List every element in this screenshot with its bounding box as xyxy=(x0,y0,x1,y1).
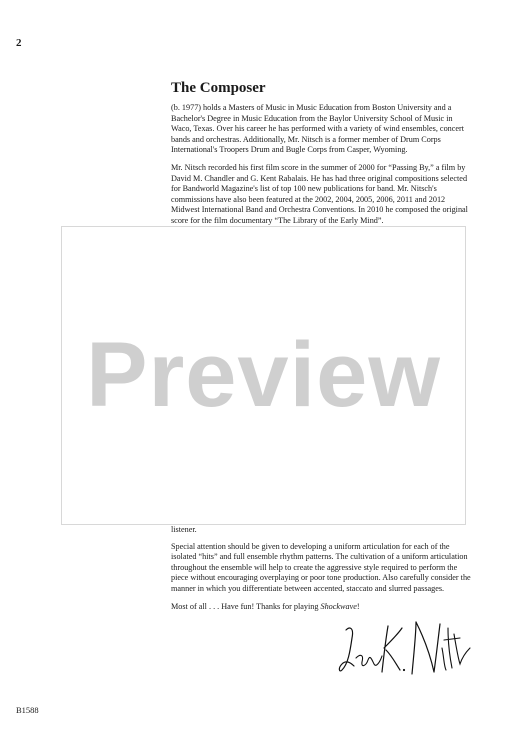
section-heading: The Composer xyxy=(171,80,266,96)
closing-suffix: ! xyxy=(356,601,360,611)
preview-watermark xyxy=(61,226,466,525)
bio-paragraph: (b. 1977) holds a Masters of Music in Music Education from Boston University and a Bachelor's Degree in Music Education from the Baylor University School of Music in Waco, Texas. Over his career he has performed with a variety of wind ensembles, concert bands and orchestras. Additionally, Mr. Nitsch is a former member of Drum Corps International's Troopers Drum and Bugle Corps from Casper, Wyoming. xyxy=(171,103,465,155)
closing-title: Shockwave xyxy=(320,601,357,611)
page-number: 2 xyxy=(16,37,22,49)
closing-prefix: Most of all . . . Have fun! Thanks for playing xyxy=(171,601,321,611)
career-paragraph: Mr. Nitsch recorded his first film score in the summer of 2000 for “Passing By,” a film by David M. Chandler and G. Kent Rabalais. He has had three original compositions selected for Bandworld Magazine's list of top 100 new publications for band. Mr. Nitsch's commissions have also been featured at the 2002, 2004, 2005, 2006, 2011 and 2012 Midwest International Band and Orchestra Conventions. In 2010 he composed the original score for the film documentary “The Library of the Early Mind”. xyxy=(171,162,468,225)
composer-section xyxy=(171,80,471,238)
articulation-paragraph: Special attention should be given to developing a uniform articulation for each of the isolated “hits” and full ensemble rhythm patterns. The cultivation of a uniform articulation throughout the ensemble will help to create the aggressive style required to perform the piece without encouraging overplaying or poor tone production. Also carefully consider the manner in which you differentiate between accented, staccato and slurred passages. xyxy=(171,541,471,593)
watermark-text: Preview xyxy=(86,324,441,426)
fragment-text: listener. xyxy=(171,525,197,534)
rehearsal-notes xyxy=(171,525,471,619)
signature-drawing xyxy=(336,618,472,680)
closing-paragraph xyxy=(171,602,471,613)
catalog-code: B1588 xyxy=(16,705,39,715)
composer-signature xyxy=(336,618,472,680)
